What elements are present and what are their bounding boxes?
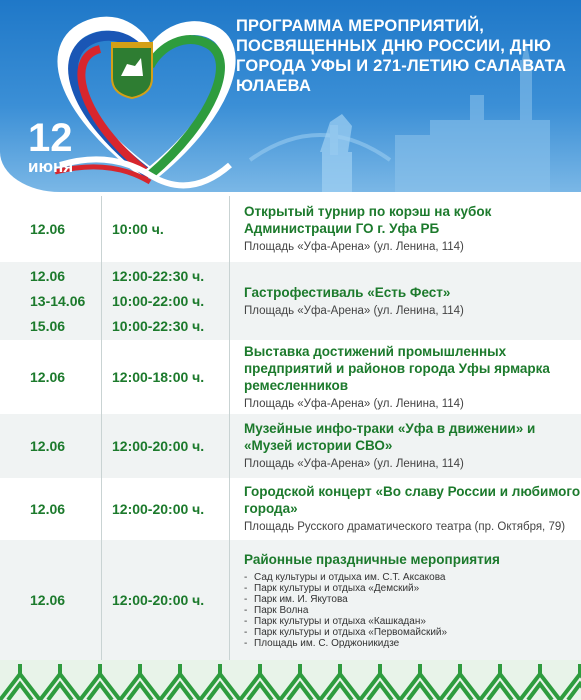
event-info xyxy=(229,340,581,414)
list-item: - Сад культуры и отдыха им. С.Т. Аксакова xyxy=(244,572,581,583)
list-item: - Парк культуры и отдыха «Первомайский» xyxy=(244,627,581,638)
event-info xyxy=(229,262,581,340)
event-place: Площадь Русского драматического театра (пр. Октября, 79) xyxy=(244,521,566,533)
table-row xyxy=(0,414,581,478)
table-row xyxy=(0,262,581,340)
event-info xyxy=(229,540,581,660)
date-day: 12 xyxy=(28,116,73,160)
event-time: 12:00-20:00 ч. xyxy=(101,540,229,660)
event-title: Музейные инфо-траки «Уфа в движении» и «Музей истории СВО» xyxy=(244,421,536,453)
ufa-coat-of-arms-icon xyxy=(107,42,157,100)
event-title: Открытый турнир по корэш на кубок Администрации ГО г. Уфа РБ xyxy=(244,204,492,236)
event-info xyxy=(229,478,581,540)
list-item: - Парк им. И. Якутова xyxy=(244,594,581,605)
list-item: - Площадь им. С. Орджоникидзе xyxy=(244,638,581,649)
event-title: Городской концерт «Во славу России и любимого города» xyxy=(244,484,581,516)
event-time: 12:00-20:00 ч. xyxy=(101,414,229,478)
event-place: Площадь «Уфа-Арена» (ул. Ленина, 114) xyxy=(244,458,464,470)
ornament-border-icon xyxy=(0,660,581,700)
event-info xyxy=(229,414,581,478)
events-table xyxy=(0,196,581,660)
list-item: - Парк Волна xyxy=(244,605,581,616)
event-time: 12:00-18:00 ч. xyxy=(101,340,229,414)
event-place: Площадь «Уфа-Арена» (ул. Ленина, 114) xyxy=(244,304,464,317)
table-row xyxy=(0,478,581,540)
page-title: ПРОГРАММА МЕРОПРИЯТИЙ, ПОСВЯЩЕННЫХ ДНЮ РОССИИ, ДНЮ ГОРОДА УФЫ И 271-ЛЕТИЮ САЛАВАТА ЮЛАЕВА xyxy=(236,17,567,95)
header-banner xyxy=(0,0,581,192)
event-place: Площадь «Уфа-Арена» (ул. Ленина, 114) xyxy=(244,397,464,410)
event-date: 12.06 xyxy=(30,221,66,237)
event-times: 12:00-22:30 ч. 10:00-22:00 ч. 10:00-22:30 ч. xyxy=(101,262,229,340)
list-item: - Парк культуры и отдыха «Кашкадан» xyxy=(244,616,581,627)
event-info xyxy=(229,196,581,262)
date-month: июня xyxy=(28,157,74,176)
event-time: 12:00-20:00 ч. xyxy=(101,478,229,540)
table-row xyxy=(0,196,581,262)
event-title: Гастрофестиваль «Есть Фест» xyxy=(244,284,451,300)
event-date: 12.06 xyxy=(30,501,66,517)
event-title: Выставка достижений промышленных предприятий и районов города Уфы ярмарка ремесленников xyxy=(244,343,550,393)
event-time: 10:00 ч. xyxy=(101,196,229,262)
event-date: 12.06 xyxy=(30,438,66,454)
venue-list xyxy=(244,572,581,649)
table-row xyxy=(0,540,581,660)
list-item: - Парк культуры и отдыха «Демский» xyxy=(244,583,581,594)
event-date: 12.06 xyxy=(30,369,66,385)
event-place: Площадь «Уфа-Арена» (ул. Ленина, 114) xyxy=(244,241,464,253)
event-title: Районные праздничные мероприятия xyxy=(244,552,500,567)
salavat-monument-icon xyxy=(300,82,370,192)
table-row xyxy=(0,340,581,414)
event-date: 12.06 xyxy=(30,592,66,608)
event-dates: 12.06 13-14.06 15.06 xyxy=(30,267,86,334)
